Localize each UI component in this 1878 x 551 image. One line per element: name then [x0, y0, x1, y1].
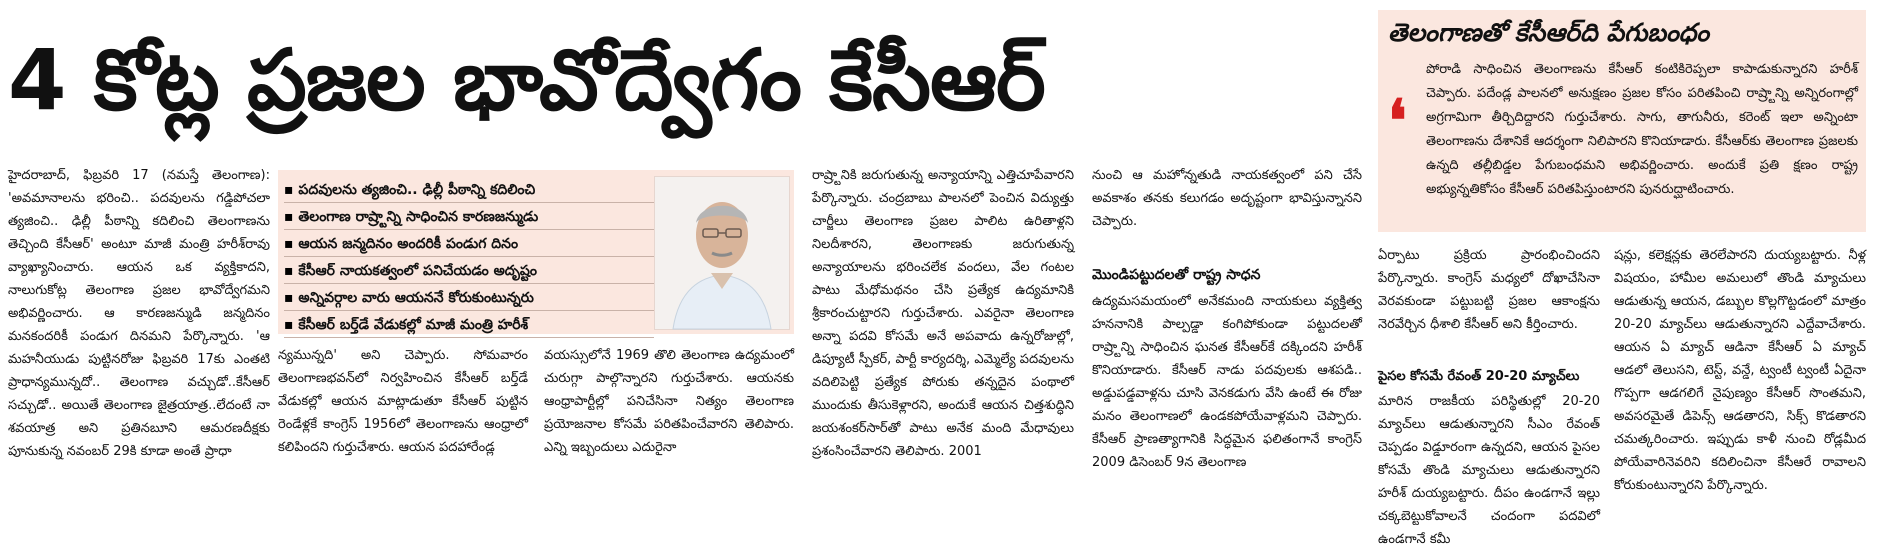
highlight-item: ▪ కేసీఆర్ బర్త్‌డే వేడుకల్లో మాజీ మంత్రి హరీశ్	[284, 313, 654, 338]
sidebar-body: పోరాడి సాధించిన తెలంగాణను కేసీఆర్ కంటికిరెప్పలా కాపాడుకున్నారని హరీశ్ చెప్పారు. పదేండ్ల పాలనలో అనుక్షణం ప్రజల కోసం పరితపించి రాష్ర్టాన్ని అన్నిరంగాల్లో అగ్రగామిగా తీర్చిదిద్దారని గుర్తుచేశారు. సాగు, తాగునీరు, కరెంట్ ఇలా అన్నింటా తెలంగాణను దేశానికే ఆదర్శంగా నిలిపారని కొనియాడారు. కేసీఆర్‌కు తెలంగాణ ప్రజలకు ఉన్నది తల్లీబిడ్డల పేగుబంధమని అభివర్ణించారు. అందుకే ప్రతి క్షణం రాష్ట్ర అభ్యున్నతికోసం కేసీఆర్ పరితపిస్తుంటారని పునరుద్ఘాటించారు.	[1426, 62, 1858, 197]
highlight-item: ▪ అన్నివర్గాల వారు ఆయననే కోరుకుంటున్నరు	[284, 286, 654, 311]
sidebar-title: తెలంగాణతో కేసీఆర్‌ది పేగుబంధం	[1388, 18, 1710, 47]
column-5-intro: ఏర్పాటు ప్రక్రియ ప్రారంభించిందని పేర్కొన్నారు. కాంగ్రెస్ మధ్యలో దోఖాచేసినా వెరవకుండా పట్టుబట్టి ప్రజల ఆకాంక్షను నెరవేర్చిన ధీశాలి కేసీఆర్ అని కీర్తించారు.	[1378, 248, 1600, 332]
column-6: షన్లు, కలెక్షన్లకు తెరలేపారని దుయ్యబట్టారు. నీళ్ల విషయం, హామీల అమలులో తొండి మ్యాచులు ఆడుతున్న ఆయన, డబ్బుల కొల్లగొట్టడంలో మాత్రం 20-20 మ్యాచ్‌లు ఆడుతున్నారని ఎద్దేవాచేశారు. ఆయన ఏ మ్యాచ్ ఆడినా కేసీఆర్ ఏ మ్యాచ్ ఆడలో తెలుసని, టెస్ట్, వన్డే, ట్వంటీ ట్వంటీ ఏదైనా గొప్పగా ఆడగలిగే నైపుణ్యం కేసీఆర్ సొంతమని, అవసరమైతే డిపెన్స్ ఆడతారని, సిక్స్ కొడతారని చమత్కరించారు. ఇప్పుడు కాళీ నుంచి రోడ్లమీద పోయేవారినెవరిని కదిలించినా కేసీఆరే రావాలని కోరుకుంటున్నారని పేర్కొన్నారు.	[1614, 248, 1866, 493]
column-2: న్యమున్నది' అని చెప్పారు. సోమవారం తెలంగాణభవన్‌లో నిర్వహించిన కేసీఆర్ బర్త్‌డే వేడుకల్లో ఆయన మాట్లాడుతూ కేసీఆర్ పుట్టిన రెండేళ్లకే కాంగ్రెస్ 1956లో తెలంగాణను ఆంధ్రాలో కలిపిందని గుర్తుచేశారు. ఆయన పదహారేండ్ల	[278, 348, 528, 455]
column-3: రాష్ర్టానికి జరుగుతున్న అన్యాయాన్ని ఎత్తిచూపేవారని పేర్కొన్నారు. చంద్రబాబు పాలనలో పెంచిన విద్యుత్తు చార్జీలు తెలంగాణ ప్రజల పాలిట ఉరితాళ్లని నిలదీశారని, తెలంగాణకు జరుగుతున్న అన్యాయాలను భరించలేక వందలు, వేల గంటల పాటు మేధోమథనం చేసి ప్రత్యేక ఉద్యమానికి శ్రీకారంచుట్టారని గుర్తుచేశారు. ఎవరైనా తెలంగాణ అన్నా పదవి కోసమే అనే అపవాదు ఉన్నరోజుల్లో, డిప్యూటీ స్పీకర్, పార్టీ కార్యదర్శి, ఎమ్మెల్యే పదవులను వదిలిపెట్టి ప్రత్యేక పోరుకు తన్నదైన పంథాలో ముందుకు తీసుకెళ్లారని, అందుకే ఆయన చిత్తశుద్ధిని జయశంకర్‌సార్‌తో పాటు అనేక మంది మేధావులు ప్రశంసించేవారని తెలిపారు. 2001	[812, 168, 1074, 459]
portrait-photo	[654, 176, 790, 330]
portrait-figure-icon	[655, 177, 789, 329]
column-3-bottom: వయస్సులోనే 1969 తొలి తెలంగాణ ఉద్యమంలో చురుగ్గా పాల్గొన్నారని గుర్తుచేశారు. ఆయనకు ఆంధ్రాపార్టీల్లో పనిచేసినా నిత్యం తెలంగాణ ప్రయోజనాల కోసమే పరితపించేవారని తెలిపారు. ఎన్ని ఇబ్బందులు ఎదురైనా	[544, 348, 794, 455]
headline: 4 కోట్ల ప్రజల భావోద్వేగం కేసీఆర్	[8, 31, 1045, 129]
column-4-intro: నుంచి ఆ మహోన్నతుడి నాయకత్వంలో పని చేసే అవకాశం తనకు కలుగడం అదృష్టంగా భావిస్తున్నానని చెప్పారు.	[1092, 168, 1362, 229]
column-4	[1092, 164, 1362, 500]
highlights-box	[278, 170, 794, 334]
quote-mark-icon: ❛	[1388, 87, 1407, 155]
column-4-subhead: మొండిపట్టుదలతో రాష్ట్ర సాధన	[1092, 267, 1261, 283]
highlights-list	[284, 178, 654, 333]
highlight-item: ▪ తెలంగాణ రాష్ర్టాన్ని సాధించిన కారణజన్ముడు	[284, 205, 654, 230]
column-5-body: మారిన రాజకీయ పరిస్థితుల్లో 20-20 మ్యాచ్‌లు ఆడుతున్నారని సీఎం రేవంత్ చెప్పడం విడ్డూరంగా ఉన్నదని, ఆయన పైసల కోసమే తొండి మ్యాచులు ఆడుతున్నారని హరీశ్ దుయ్యబట్టారు. దీపం ఉండగానే ఇల్లు చక్కబెట్టుకోవాలనే చందంగా పదవిలో ఉండగానే కమీ	[1378, 394, 1600, 547]
column-4-body: ఉద్యమసమయంలో అనేకమంది నాయకులు వ్యక్తిత్వ హననానికి పాల్పడ్డా కంగిపోకుండా పట్టుదలతో రాష్ర్టాన్ని సాధించిన ఘనత కేసీఆర్‌కే దక్కిందని హరీశ్ కొనియాడారు. కేసీఆర్ నాడు పదవులకు ఆశపడి.. అడ్డుపడ్డవాళ్లను చూసి వెనకడుగు వేసి ఉంటే ఈ రోజు మనం తెలంగాణలో ఉండకపోయేవాళ్లమని చెప్పారు. కేసీఆర్ ప్రాణత్యాగానికి సిద్ధమైన ఫలితంగానే కాంగ్రెస్ 2009 డిసెంబర్ 9న తెలంగాణ	[1092, 294, 1362, 470]
column-5	[1378, 244, 1600, 547]
highlight-item: ▪ పదవులను త్యజించి.. ఢిల్లీ పీఠాన్ని కదిలించి	[284, 178, 654, 203]
highlight-item: ▪ ఆయన జన్మదినం అందరికీ పండుగ దినం	[284, 232, 654, 257]
column-1: హైదరాబాద్, ఫిబ్రవరి 17 (నమస్తే తెలంగాణ): 'అవమానాలను భరించి.. పదవులను గడ్డిపోచలా త్యజించి.. ఢిల్లీ పీఠాన్ని కదిలించి తెలంగాణను తెచ్చింది కేసీఆర్' అంటూ మాజీ మంత్రి హరీశ్‌రావు వ్యాఖ్యానించారు. ఆయన ఒక వ్యక్తికాదని, నాలుగుకోట్ల తెలంగాణ ప్రజల భావోద్వేగమని అభివర్ణించారు. ఆ కారణజన్ముడి జన్మదినం మనకందరికీ పండుగ దినమని పేర్కొన్నారు. 'ఆ మహనీయుడు పుట్టినరోజు ఫిబ్రవరి 17కు ఎంతటి ప్రాధాన్యమున్నదో.. తెలంగాణ వచ్చుడో..కేసీఆర్ సచ్చుడో.. అయితే తెలంగాణ జైత్రయాత్ర..లేదంటే నా శవయాత్ర అని ప్రతినబూని ఆమరణదీక్షకు పూనుకున్న నవంబర్ 29కి కూడా అంతే ప్రాధా	[8, 168, 270, 459]
column-5-subhead: పైసల కోసమే రేవంత్ 20-20 మ్యాచ్‌లు	[1378, 369, 1580, 384]
highlight-item: ▪ కేసీఆర్ నాయకత్వంలో పనిచేయడం అదృష్టం	[284, 259, 654, 284]
sidebar-box	[1378, 10, 1866, 232]
